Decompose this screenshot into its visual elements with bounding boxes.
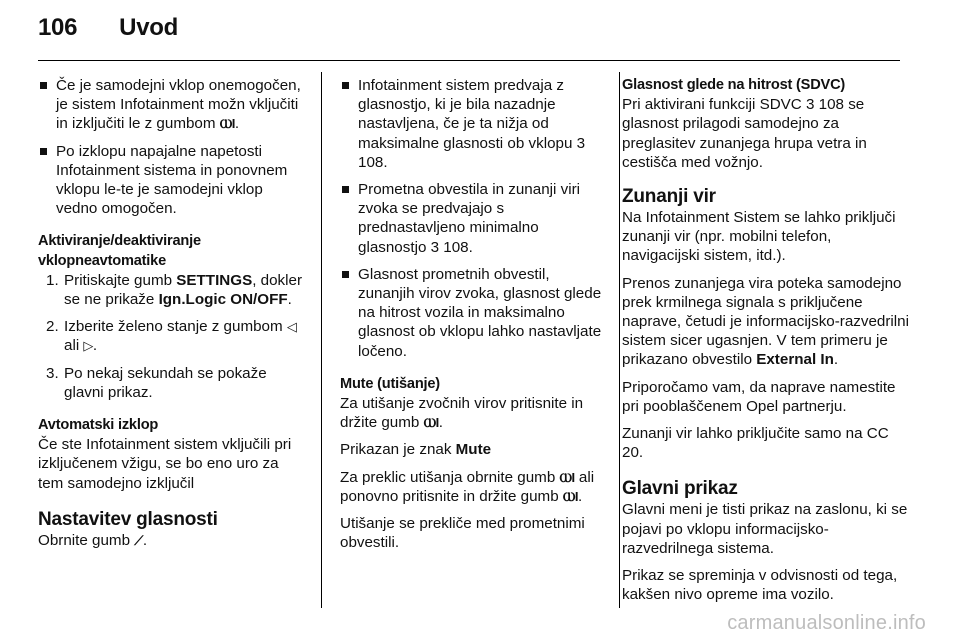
paragraph: Za preklic utišanja obrnite gumb ⲰI ali ponovno pritisnite in držite gumb ⲰI. (340, 468, 595, 505)
heading-main-display: Glavni prikaz (622, 478, 738, 500)
subheading-mute: Mute (utišanje) (340, 375, 440, 392)
paragraph: Zunanji vir lahko priključite samo na CC 20. (622, 425, 889, 462)
column-3 (622, 76, 912, 612)
power-icon: ⲰI (219, 116, 235, 132)
paragraph: Na Infotainment Sistem se lahko priključi zunanji vir (npr. mobilni telefon, navigacijski sistem, itd.). (622, 209, 896, 265)
bullet-square-icon (342, 271, 349, 278)
column-2 (340, 76, 602, 560)
paragraph: Prikaz se spreminja v odvisnosti od tega, kakšen nivo opreme ima vozilo. (622, 567, 898, 604)
power-icon: ⲰI (423, 415, 439, 431)
page-number: 106 (38, 14, 78, 41)
watermark: carmanualsonline.info (727, 612, 926, 634)
arrow-left-icon: ◁ (286, 319, 297, 335)
power-icon: ⲰI (559, 469, 575, 485)
paragraph: Prenos zunanjega vira poteka samodejno prek krmilnega signala s priključene naprave, četudi je informacijsko-razvedrilni sistem sicer ugasnjen. V tem primeru je prikazano obvestilo External In. (622, 274, 909, 369)
heading-external-source: Zunanji vir (622, 186, 716, 208)
step-item: 3. Po nekaj sekundah se pokaže glavni prikaz. (46, 364, 267, 401)
bullet-item: Če je samodejni vklop onemogočen, je sistem Infotainment možn vključiti in izključiti le z gumbom ⲰI. (38, 76, 304, 134)
step-item: 2. Izberite želeno stanje z gumbom ◁ ali ▷. (46, 318, 297, 355)
subheading-auto-off: Avtomatski izklop (38, 417, 159, 434)
paragraph: Prikazan je znak Mute (340, 441, 492, 459)
arrow-right-icon: ▷ (83, 338, 93, 354)
page-header (38, 14, 178, 54)
bullet-square-icon (40, 148, 47, 155)
column-divider-1 (321, 72, 322, 608)
step-item: 1. Pritiskajte gumb SETTINGS, dokler se ne prikaže Ign.Logic ON/OFF. (46, 271, 303, 309)
header-rule (38, 60, 900, 61)
bullet-item: Infotainment sistem predvaja z glasnostjo, ki je bila nazadnje nastavljena, če je ta nižja od maksimalne glasnosti ob vklopu 3 108. (340, 76, 602, 172)
paragraph: Za utišanje zvočnih virov pritisnite in držite gumb ⲰI. (340, 395, 584, 432)
bullet-square-icon (342, 82, 349, 89)
paragraph: Utišanje se prekliče med prometnimi obvestili. (340, 515, 585, 552)
subheading-sdvc: Glasnost glede na hitrost (SDVC) (622, 77, 846, 93)
power-icon: ⲰI (562, 488, 579, 504)
bullet-item: Prometna obvestila in zunanji viri zvoka se predvajajo s prednastavljeno minimalno glasnostjo 3 108. (340, 180, 602, 257)
paragraph: Priporočamo vam, da naprave namestite pri pooblaščenem Opel partnerju. (622, 378, 896, 415)
subheading-auto-on: Aktiviranje/deaktiviranje vklopneavtomatike (38, 233, 201, 269)
bullet-square-icon (342, 186, 349, 193)
paragraph: Pri aktivirani funkciji SDVC 3 108 se glasnost prilagodi samodejno za preglasitev zunanjega hrupa vetra in cestišča med vožnjo. (622, 96, 867, 171)
steps-list (38, 271, 304, 402)
section-title: Uvod (119, 14, 178, 41)
column-divider-2 (619, 72, 620, 608)
bullet-item: Po izklopu napajalne napetosti Infotainment sistema in ponovnem vklopu le-te je samodejni vklop vedno omogočen. (38, 142, 304, 219)
paragraph: Obrnite gumb ⟋. (38, 531, 148, 549)
column-1 (38, 76, 304, 558)
bullet-item: Glasnost prometnih obvestil, zunanjih virov zvoka, glasnost glede na hitrost vozila in maksimalno glasnost ob vklopu lahko nastavljate ločeno. (340, 265, 602, 361)
paragraph: Če ste Infotainment sistem vključili pri izključenem vžigu, se bo eno uro za tem samodejno izključil (38, 436, 292, 492)
paragraph: Glavni meni je tisti prikaz na zaslonu, ki se pojavi po vklopu informacijsko-razvedrilnega sistema. (622, 501, 908, 557)
heading-volume: Nastavitev glasnosti (38, 508, 218, 530)
bullet-square-icon (40, 82, 47, 89)
volume-knob-icon: ⟋ (134, 532, 143, 548)
